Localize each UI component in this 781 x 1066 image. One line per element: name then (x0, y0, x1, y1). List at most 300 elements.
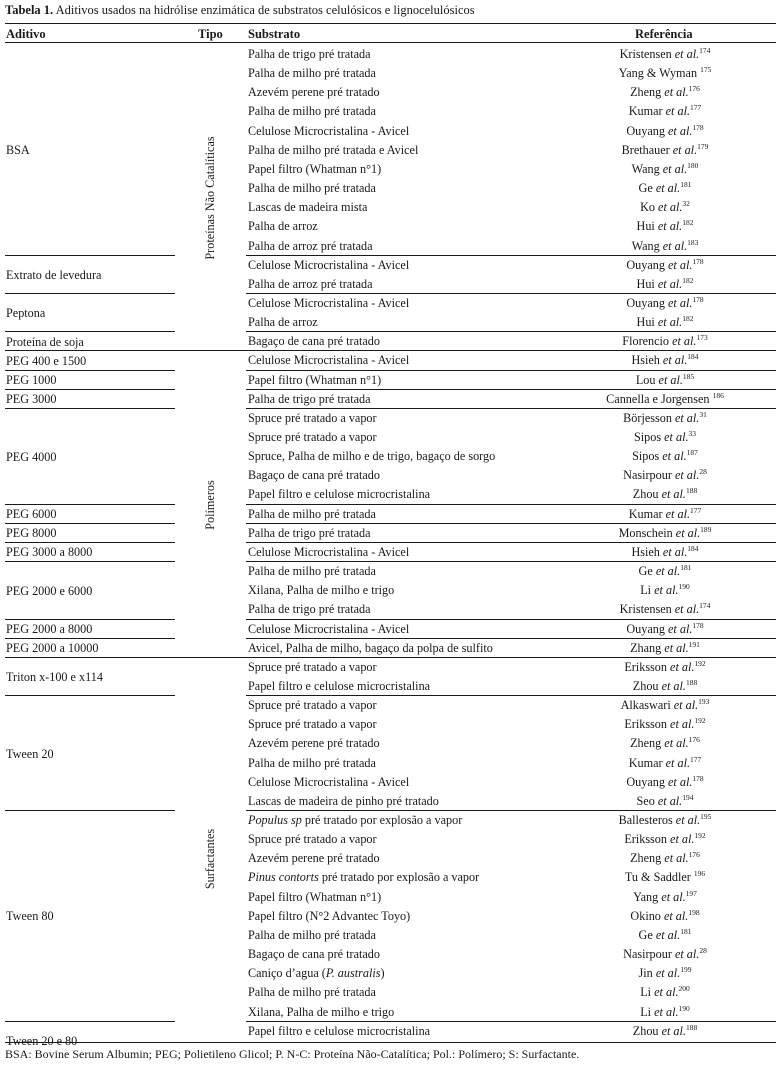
referencia-cell (631, 353, 698, 367)
substrato-text: Palha de milho pré tratada (248, 66, 376, 81)
aditivo-cell: Tween 20 (6, 746, 54, 761)
ref-author: Yang (633, 889, 659, 904)
substrato-cell (248, 832, 377, 846)
header-substrato: Substrato (248, 27, 301, 41)
ref-etal: et al. (673, 698, 699, 713)
substrato-text: ) (380, 966, 385, 981)
substrato-cell (248, 219, 318, 233)
ref-author: Kristensen (619, 47, 672, 61)
ref-etal: et al. (657, 219, 683, 234)
substrato-text: Palha de trigo pré tratada (248, 602, 371, 617)
ref-number: 190 (678, 582, 690, 592)
ref-etal: et al. (675, 525, 701, 540)
ref-author: Nasirpour (623, 468, 672, 483)
tipo-label: Surfactantes (203, 828, 217, 889)
ref-number: 191 (688, 639, 700, 649)
ref-etal: et al. (661, 678, 686, 693)
substrato-cell (248, 449, 495, 463)
aditivo-cell: Peptona (6, 306, 46, 321)
ref-author: Lou (635, 372, 656, 387)
ref-author: Zhou (632, 678, 659, 693)
ref-author: Kristensen (619, 602, 672, 617)
referencia-cell (622, 334, 707, 348)
referencia-cell (619, 813, 712, 827)
ref-etal: et al. (661, 1023, 686, 1038)
substrato-cell (248, 296, 409, 310)
substrato-text: Palha de arroz pré tratada (248, 238, 373, 253)
group-rule (246, 1021, 776, 1022)
referencia-cell (606, 392, 724, 406)
ref-number: 173 (696, 333, 708, 343)
ref-etal: et al. (655, 927, 681, 942)
substrato-text: Spruce pré tratado a vapor (248, 430, 377, 444)
ref-author: Monschein (618, 525, 673, 540)
referencia-cell (624, 832, 705, 846)
ref-etal: et al. (663, 908, 689, 923)
aditivo-cell: Tween 80 (6, 909, 54, 924)
ref-author: Eriksson (624, 717, 667, 732)
ref-etal: et al. (664, 736, 689, 751)
aditivo-cell: Tween 20 e 80 (6, 1033, 78, 1048)
referencia-cell (633, 487, 697, 501)
substrato-cell (248, 870, 479, 884)
group-rule (5, 619, 175, 620)
ref-author: Wang (631, 161, 660, 176)
substrato-text: Spruce pré tratado a vapor (248, 698, 377, 713)
tipo-label: Polímeros (203, 479, 217, 530)
referencia-cell (626, 775, 703, 789)
substrato-cell (248, 851, 380, 865)
ref-author: Sipos (632, 449, 660, 464)
top-rule (5, 23, 776, 24)
ref-number: 188 (685, 486, 698, 496)
substrato-text: Spruce pré tratado a vapor (248, 832, 377, 847)
ref-etal: et al. (657, 315, 683, 330)
referencia-cell (619, 66, 712, 80)
ref-number: 176 (688, 735, 700, 745)
group-rule (5, 255, 175, 256)
ref-number: 184 (687, 543, 699, 553)
group-rule (246, 523, 776, 524)
referencia-cell (637, 277, 694, 291)
referencia-cell (619, 526, 712, 540)
ref-number: 177 (690, 505, 702, 515)
substrato-text: Palha de milho pré tratada e Avicel (248, 142, 419, 157)
ref-etal: et al. (668, 123, 693, 138)
referencia-cell (633, 1024, 697, 1038)
group-rule (5, 542, 175, 543)
group-rule (5, 638, 175, 639)
ref-author: Nasirpour (623, 947, 672, 962)
referencia-cell (626, 296, 703, 310)
substrato-cell (248, 756, 376, 770)
ref-etal: et al. (668, 257, 693, 272)
substrato-cell (248, 564, 376, 578)
ref-author: Ge (638, 564, 653, 579)
ref-number: 178 (692, 620, 704, 630)
substrato-cell (248, 909, 410, 923)
referencia-cell (625, 870, 705, 884)
ref-etal: et al. (668, 774, 693, 789)
referencia-cell (637, 219, 694, 233)
group-rule (5, 293, 175, 294)
ref-etal: et al. (664, 430, 689, 444)
group-rule (5, 657, 776, 658)
ref-etal: et al. (654, 583, 679, 598)
caption-text: Aditivos usados na hidrólise enzimática de substratos celulósicos e lignocelulósicos (53, 3, 475, 17)
ref-number: 31 (699, 409, 707, 419)
group-rule (5, 561, 175, 562)
ref-etal: et al. (665, 506, 691, 521)
substrato-text: Palha de arroz (248, 219, 318, 234)
ref-number: 179 (697, 141, 709, 151)
ref-etal: et al. (662, 449, 687, 464)
referencia-cell (626, 124, 703, 138)
referencia-cell (632, 162, 699, 176)
substrato-text: Papel filtro e celulose microcristalina (248, 678, 431, 693)
ref-number: 192 (694, 831, 706, 841)
substrato-species: P. australis (325, 966, 381, 981)
referencia-cell (620, 47, 711, 61)
referencia-cell (630, 736, 700, 750)
substrato-text: Palha de milho pré tratada (248, 104, 376, 119)
group-rule (246, 542, 776, 543)
ref-number: 182 (682, 314, 694, 324)
group-rule (246, 504, 776, 505)
aditivo-cell: PEG 400 e 1500 (6, 353, 87, 368)
substrato-text: Bagaço de cana pré tratado (248, 468, 380, 483)
substrato-text: Xilana, Palha de milho e trigo (248, 1004, 395, 1019)
ref-etal: et al. (665, 104, 691, 119)
ref-etal: et al. (662, 353, 688, 368)
ref-number: 186 (712, 390, 724, 400)
aditivo-cell: PEG 1000 (6, 373, 57, 388)
ref-etal: et al. (657, 276, 683, 291)
ref-author: Wang (631, 238, 660, 253)
ref-etal: et al. (662, 544, 688, 559)
substrato-cell (248, 411, 377, 425)
ref-etal: et al. (668, 295, 693, 310)
tipo-label: Proteínas Não Catalíticas (203, 136, 217, 260)
substrato-cell (248, 315, 318, 329)
substrato-cell (248, 1005, 394, 1019)
ref-etal: et al. (674, 410, 700, 425)
ref-author: Hui (636, 276, 655, 291)
substrato-cell (248, 602, 371, 616)
aditivo-cell: PEG 2000 a 10000 (6, 641, 99, 656)
substrato-cell (248, 947, 380, 961)
ref-author: Eriksson (624, 659, 667, 674)
substrato-cell (248, 353, 409, 367)
ref-number: 178 (692, 256, 704, 266)
referencia-cell (626, 622, 703, 636)
substrato-text: Papel filtro e celulose microcristalina (248, 1023, 431, 1038)
ref-number: 178 (692, 294, 704, 304)
substrato-text: Palha de milho pré tratada (248, 927, 376, 942)
ref-number: 174 (699, 601, 711, 611)
referencia-cell (640, 1005, 690, 1019)
substrato-text: pré tratado por explosão a vapor (318, 870, 480, 885)
substrato-cell (248, 717, 377, 731)
referencia-cell (620, 602, 711, 616)
substrato-text: Palha de milho pré tratada (248, 755, 376, 770)
ref-author: Li (640, 583, 652, 598)
aditivo-cell: Extrato de levedura (6, 267, 102, 282)
referencia-cell (621, 698, 710, 712)
substrato-text: Celulose Microcristalina - Avicel (248, 621, 410, 636)
ref-number: 177 (690, 754, 702, 764)
ref-number: 32 (682, 199, 690, 209)
ref-author: Zheng (630, 851, 662, 866)
referencia-cell (637, 794, 694, 808)
ref-number: 195 (700, 812, 712, 821)
aditivo-cell: PEG 4000 (6, 449, 57, 464)
substrato-cell (248, 1024, 430, 1038)
ref-number: 187 (686, 448, 698, 458)
substrato-text: Caniço d’agua ( (248, 966, 326, 981)
ref-author: Ballesteros (618, 813, 673, 827)
referencia-cell (639, 181, 692, 195)
ref-etal: et al. (655, 966, 681, 981)
group-rule (246, 810, 776, 811)
substrato-cell (248, 143, 418, 157)
substrato-species: Pinus contorts (248, 870, 319, 885)
ref-number: 190 (678, 1003, 690, 1013)
substrato-cell (248, 698, 377, 712)
group-rule (246, 331, 776, 332)
ref-author: Li (640, 985, 652, 1000)
substrato-text: Avicel, Palha de milho, bagaço da polpa de sulfito (248, 640, 493, 655)
ref-number: 192 (694, 716, 706, 726)
substrato-cell (248, 66, 376, 80)
ref-number: 188 (685, 1022, 698, 1032)
ref-author: Zheng (630, 736, 662, 751)
ref-author: Ouyang (626, 774, 665, 789)
ref-etal: et al. (672, 334, 697, 349)
substrato-text: Lascas de madeira de pinho pré tratado (248, 793, 439, 808)
substrato-text: Papel filtro e celulose microcristalina (248, 487, 431, 502)
substrato-text: Celulose Microcristalina - Avicel (248, 257, 410, 272)
group-rule (246, 408, 776, 409)
header-tipo: Tipo (198, 27, 223, 41)
ref-etal: et al. (674, 47, 700, 61)
group-rule (5, 523, 175, 524)
group-rule (5, 1021, 175, 1022)
ref-author: Ouyang (626, 123, 665, 138)
referencia-cell (624, 660, 705, 674)
ref-etal: et al. (658, 372, 683, 387)
referencia-cell (631, 545, 698, 559)
ref-etal: et al. (664, 640, 689, 655)
substrato-cell (248, 258, 409, 272)
group-rule (5, 695, 175, 696)
ref-etal: et al. (661, 487, 686, 502)
substrato-text: Palha de trigo pré tratada (248, 47, 371, 61)
group-rule (246, 619, 776, 620)
ref-author: Seo (636, 793, 655, 808)
ref-number: 198 (688, 907, 700, 917)
group-rule (246, 293, 776, 294)
referencia-cell (637, 315, 694, 329)
ref-author: Kumar (628, 755, 663, 770)
substrato-cell (248, 85, 380, 99)
substrato-text: Palha de trigo pré tratada (248, 391, 371, 406)
ref-number: 184 (687, 352, 699, 362)
substrato-text: Azevém perene pré tratado (248, 736, 380, 751)
aditivo-cell: BSA (6, 143, 30, 158)
aditivo-cell: Proteína de soja (6, 334, 84, 349)
referencia-cell (629, 507, 702, 521)
substrato-cell (248, 890, 381, 904)
ref-number: 181 (680, 180, 692, 190)
ref-author: Cannella e Jorgensen (606, 391, 710, 406)
substrato-cell (248, 679, 430, 693)
ref-author: Ge (638, 181, 653, 196)
substrato-text: Palha de milho pré tratada (248, 181, 376, 196)
referencia-cell (630, 85, 700, 99)
substrato-cell (248, 239, 373, 253)
referencia-cell (629, 104, 702, 118)
ref-etal: et al. (670, 659, 695, 674)
substrato-cell (248, 813, 462, 827)
substrato-cell (248, 200, 367, 214)
ref-author: Alkaswari (620, 698, 671, 713)
substrato-text: Spruce, Palha de milho e de trigo, bagaço de sorgo (248, 449, 496, 464)
group-rule (5, 331, 175, 332)
referencia-cell (626, 258, 703, 272)
ref-etal: et al. (672, 142, 698, 157)
substrato-text: Papel filtro (Whatman n°1) (248, 372, 382, 387)
group-rule (246, 255, 776, 256)
ref-author: Jin (638, 966, 653, 981)
substrato-cell (248, 985, 376, 999)
group-rule (246, 638, 776, 639)
group-rule (5, 504, 175, 505)
substrato-text: Xilana, Palha de milho e trigo (248, 583, 395, 598)
ref-number: 28 (699, 467, 707, 477)
substrato-text: Palha de arroz pré tratada (248, 276, 373, 291)
ref-author: Sipos (633, 430, 662, 444)
aditivo-cell: PEG 2000 e 6000 (6, 583, 93, 598)
substrato-cell (248, 181, 376, 195)
ref-etal: et al. (668, 621, 693, 636)
ref-number: 192 (694, 658, 706, 668)
substrato-cell (248, 487, 430, 501)
referencia-cell (630, 641, 700, 655)
ref-number: 177 (690, 103, 702, 113)
referencia-cell (622, 143, 709, 157)
substrato-cell (248, 526, 371, 540)
ref-number: 181 (680, 926, 692, 936)
referencia-cell (633, 679, 697, 693)
substrato-cell (248, 736, 380, 750)
substrato-species: Populus sp (248, 813, 302, 827)
ref-author: Zhou (632, 487, 659, 502)
ref-number: 196 (693, 869, 706, 879)
referencia-cell (632, 239, 699, 253)
ref-number: 197 (685, 888, 697, 898)
group-rule (5, 810, 175, 811)
ref-author: Zhou (632, 1023, 659, 1038)
substrato-text: Celulose Microcristalina - Avicel (248, 123, 410, 138)
ref-etal: et al. (664, 85, 689, 100)
ref-author: Okino (630, 908, 661, 923)
ref-number: 176 (688, 84, 700, 94)
ref-author: Hui (636, 315, 655, 330)
header-rule (5, 42, 776, 43)
aditivo-cell: PEG 3000 a 8000 (6, 545, 93, 560)
group-rule (246, 389, 776, 390)
ref-number: 178 (692, 773, 704, 783)
ref-author: Ko (640, 200, 655, 215)
substrato-text: Azevém perene pré tratado (248, 851, 380, 866)
substrato-cell (248, 583, 394, 597)
ref-number: 33 (688, 429, 697, 438)
substrato-text: Azevém perene pré tratado (248, 85, 380, 100)
ref-author: Börjesson (623, 410, 672, 425)
substrato-cell (248, 966, 385, 980)
referencia-cell (623, 411, 707, 425)
referencia-cell (630, 909, 699, 923)
ref-etal: et al. (674, 947, 700, 962)
referencia-cell (639, 966, 692, 980)
ref-number: 193 (698, 697, 710, 707)
ref-author: Ouyang (626, 295, 665, 310)
substrato-cell (248, 545, 409, 559)
referencia-cell (639, 928, 692, 942)
referencia-cell (640, 985, 690, 999)
referencia-cell (636, 373, 694, 387)
referencia-cell (633, 890, 697, 904)
ref-etal: et al. (655, 564, 681, 579)
substrato-cell (248, 775, 409, 789)
substrato-text: Bagaço de cana pré tratado (248, 947, 380, 962)
ref-author: Hsieh (631, 353, 660, 368)
ref-number: 183 (687, 237, 699, 247)
substrato-text: Celulose Microcristalina - Avicel (248, 353, 410, 368)
ref-author: Kumar (628, 104, 663, 119)
ref-number: 174 (699, 46, 711, 55)
substrato-text: Palha de trigo pré tratada (248, 525, 371, 540)
substrato-cell (248, 622, 409, 636)
ref-etal: et al. (665, 755, 691, 770)
ref-etal: et al. (654, 985, 679, 1000)
group-rule (5, 370, 175, 371)
ref-etal: et al. (657, 793, 683, 808)
ref-number: 182 (682, 218, 694, 228)
ref-etal: et al. (662, 161, 688, 176)
group-rule (246, 370, 776, 371)
aditivo-cell: Triton x-100 e x114 (6, 669, 103, 684)
substrato-cell (248, 162, 381, 176)
group-rule (5, 350, 776, 351)
ref-author: Ge (638, 927, 653, 942)
substrato-cell (248, 507, 376, 521)
substrato-text: Spruce pré tratado a vapor (248, 659, 377, 674)
substrato-cell (248, 392, 371, 406)
substrato-cell (248, 334, 380, 348)
ref-author: Brethauer (621, 142, 670, 157)
ref-author: Hsieh (631, 544, 660, 559)
substrato-text: Bagaço de cana pré tratado (248, 334, 380, 349)
ref-etal: et al. (664, 851, 689, 866)
ref-etal: et al. (670, 832, 695, 847)
substrato-cell (248, 468, 380, 482)
ref-number: 200 (678, 984, 690, 994)
referencia-cell (623, 468, 707, 482)
substrato-cell (248, 373, 381, 387)
referencia-cell (639, 564, 692, 578)
